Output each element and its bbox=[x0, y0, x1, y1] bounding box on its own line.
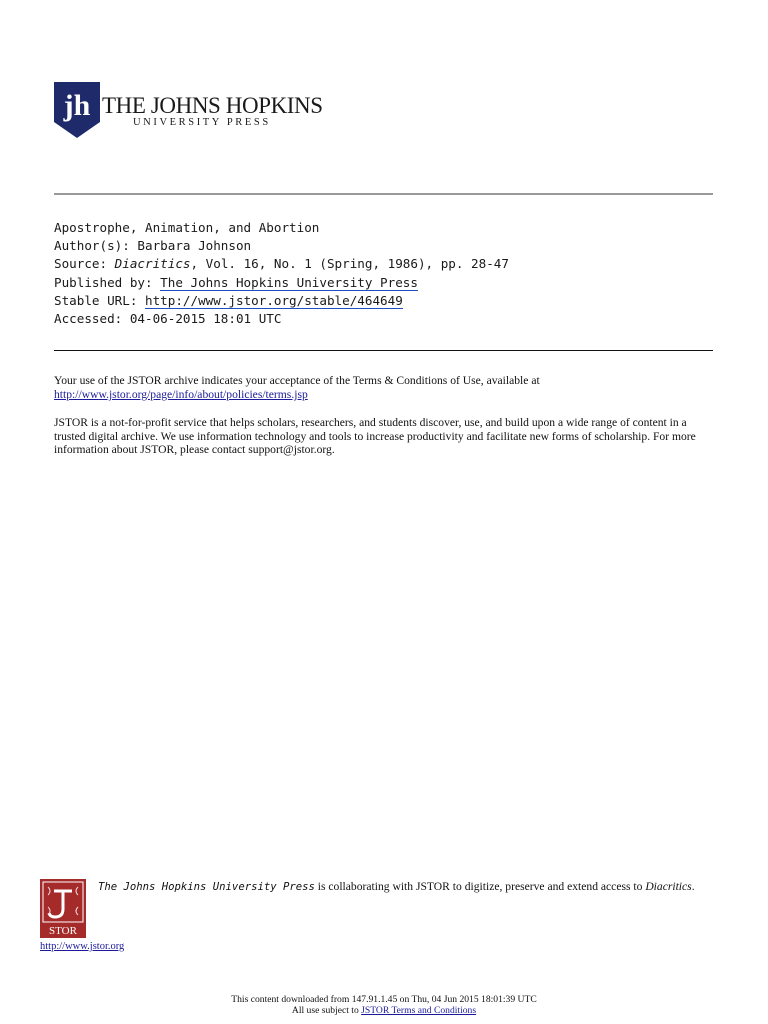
download-info: This content downloaded from 147.91.1.45 on Thu, 04 Jun 2015 18:01:39 UTC bbox=[231, 994, 537, 1005]
jh-shield-icon bbox=[54, 82, 100, 138]
jstor-logo bbox=[40, 879, 86, 938]
collab-journal: Diacritics bbox=[645, 880, 692, 893]
authors-line: Author(s): Barbara Johnson bbox=[54, 238, 252, 254]
jstor-home-link[interactable]: http://www.jstor.org bbox=[40, 941, 125, 952]
article-title: Apostrophe, Animation, and Abortion bbox=[54, 220, 320, 235]
jstor-about-notice: JSTOR is a not-for-profit service that helps scholars, researchers, and students discover, use, and build upon a wide range of content in a trusted digital archive. We use information technology and tools to increase productivity and facilitate new forms of scholarship. For more information about JSTOR, please contact support@jstor.org. bbox=[54, 416, 696, 457]
jstor-logo-text: STOR bbox=[49, 925, 77, 937]
header-divider bbox=[54, 193, 713, 195]
collaboration-statement: The Johns Hopkins University Press is collaborating with JSTOR to digitize, preserve and extend access to Diacritics. bbox=[98, 880, 695, 893]
author-name: Barbara Johnson bbox=[137, 238, 252, 254]
terms-notice: Your use of the JSTOR archive indicates your acceptance of the Terms & Conditions of Use, available at http://www.jstor.org/page/info/about/policies/terms.jsp bbox=[54, 374, 540, 401]
accessed-line: Accessed: 04-06-2015 18:01 UTC bbox=[54, 310, 282, 326]
terms-conditions-link[interactable]: JSTOR Terms and Conditions bbox=[361, 1005, 477, 1016]
collab-press: The Johns Hopkins University Press bbox=[98, 881, 315, 893]
press-name: THE JOHNS HOPKINS bbox=[102, 93, 323, 118]
press-subtitle: UNIVERSITY PRESS bbox=[133, 117, 271, 128]
stable-url-line: Stable URL: http://www.jstor.org/stable/464649 bbox=[54, 292, 403, 308]
jhu-press-logo bbox=[54, 82, 100, 138]
terms-link[interactable]: http://www.jstor.org/page/info/about/policies/terms.jsp bbox=[54, 387, 308, 401]
publisher-line: Published by: The Johns Hopkins University Press bbox=[54, 274, 418, 290]
citation-block bbox=[54, 219, 509, 328]
logo-monogram: jh bbox=[63, 89, 91, 122]
citation-divider bbox=[54, 350, 713, 351]
source-line: Source: Diacritics, Vol. 16, No. 1 (Spring, 1986), pp. 28-47 bbox=[54, 256, 509, 272]
terms-footer: All use subject to JSTOR Terms and Conditions bbox=[291, 1005, 477, 1016]
source-journal: Diacritics bbox=[114, 256, 191, 272]
jstor-logo-icon bbox=[40, 879, 86, 938]
publisher-link[interactable]: The Johns Hopkins University Press bbox=[160, 274, 418, 290]
stable-url-link[interactable]: http://www.jstor.org/stable/464649 bbox=[145, 292, 403, 308]
